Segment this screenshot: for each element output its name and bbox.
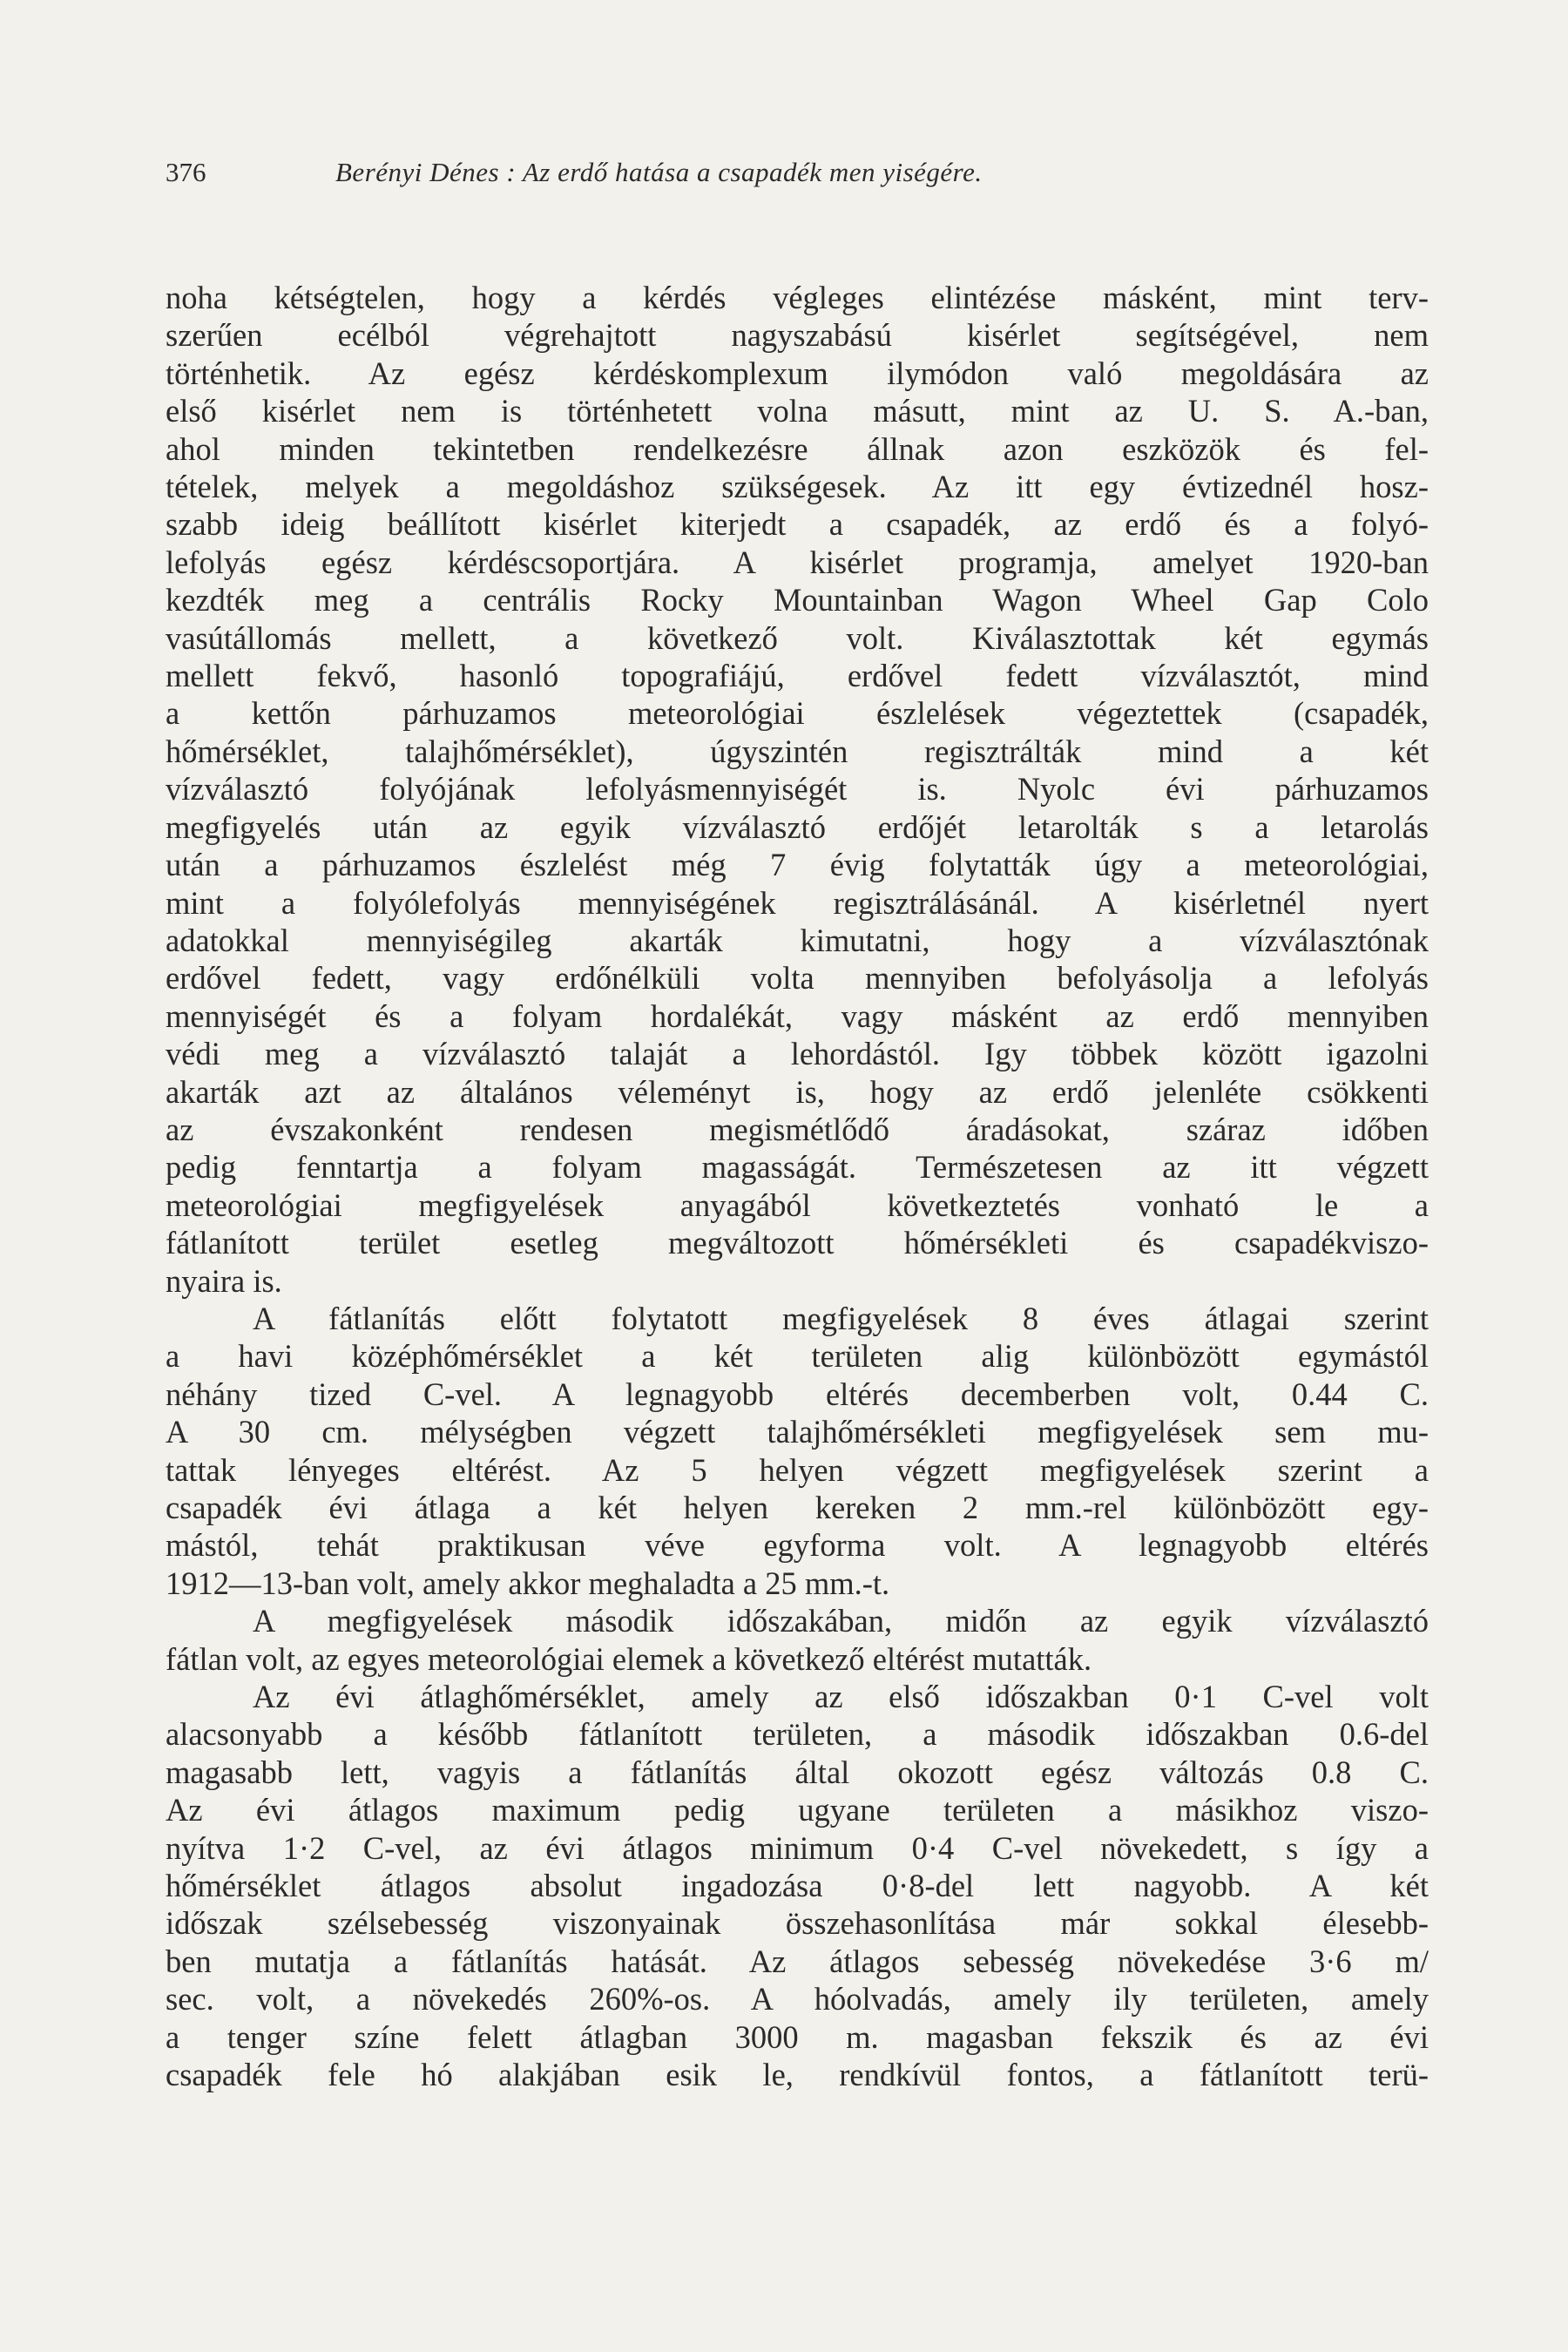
text-line: 1912—13-ban volt, amely akkor meghaladta a 25 mm.-t. — [166, 1565, 890, 1601]
text-line: mint a folyólefolyás mennyiségének regisztrálásánál. A kisérletnél nyert — [166, 884, 1429, 921]
text-line: védi meg a vízválasztó talaját a lehordástól. Igy többek között igazolni — [166, 1036, 1429, 1072]
text-line: Az évi átlaghőmérséklet, amely az első időszakban 0·1 C-vel volt — [253, 1679, 1429, 1715]
text-line: mellett fekvő, hasonló topografiájú, erdővel fedett vízválasztót, mind — [166, 658, 1429, 694]
text-line: alacsonyabb a később fátlanított területen, a második időszakban 0.6-del — [166, 1716, 1429, 1753]
text-line: kezdték meg a centrális Rocky Mountainban Wagon Wheel Gap Colo — [166, 582, 1429, 618]
text-line: mástól, tehát praktikusan véve egyforma volt. A legnagyobb eltérés — [166, 1527, 1429, 1564]
text-line: megfigyelés után az egyik vízválasztó erdőjét letarolták s a letarolás — [166, 808, 1429, 845]
text-line: magasabb lett, vagyis a fátlanítás által okozott egész változás 0.8 C. — [166, 1754, 1429, 1790]
text-line: ben mutatja a fátlanítás hatását. Az átlagos sebesség növekedése 3·6 m/ — [166, 1943, 1429, 1979]
text-line: tételek, melyek a megoldáshoz szükségesek. Az itt egy évtizednél hosz- — [166, 469, 1429, 505]
text-line: szabb ideig beállított kisérlet kiterjedt a csapadék, az erdő és a folyó- — [166, 506, 1429, 543]
text-line: nyaira is. — [166, 1262, 282, 1299]
running-title: Berényi Dénes : Az erdő hatása a csapadék men yiségére. — [335, 157, 983, 187]
text-line: A megfigyelések második időszakában, midőn az egyik vízválasztó — [253, 1603, 1429, 1639]
text-line: vízválasztó folyójának lefolyásmennyiségét is. Nyolc évi párhuzamos — [166, 771, 1429, 808]
text-line: adatokkal mennyiségileg akarták kimutatni, hogy a vízválasztónak — [166, 922, 1429, 958]
text-line: történhetik. Az egész kérdéskomplexum ilymódon való megoldására az — [166, 355, 1429, 391]
text-line: A fátlanítás előtt folytatott megfigyelések 8 éves átlagai szerint — [253, 1300, 1429, 1336]
body-text — [166, 279, 1429, 2094]
text-line: néhány tized C-vel. A legnagyobb eltérés decemberben volt, 0.44 C. — [166, 1375, 1429, 1412]
text-line: erdővel fedett, vagy erdőnélküli volta mennyiben befolyásolja a lefolyás — [166, 960, 1429, 997]
text-line: lefolyás egész kérdéscsoportjára. A kisérlet programja, amelyet 1920-ban — [166, 544, 1429, 580]
text-line: fátlanított terület esetleg megváltozott hőmérsékleti és csapadékviszo- — [166, 1225, 1429, 1261]
text-line: hőmérséklet, talajhőmérséklet), úgyszintén regisztrálták mind a két — [166, 733, 1429, 769]
text-line: a havi középhőmérséklet a két területen alig különbözött egymástól — [166, 1338, 1429, 1375]
text-line: szerűen ecélból végrehajtott nagyszabású kisérlet segítségével, nem — [166, 317, 1429, 354]
page-number: 376 — [166, 157, 206, 187]
text-line: időszak szélsebesség viszonyainak összehasonlítása már sokkal élesebb- — [166, 1905, 1429, 1942]
text-line: a tenger színe felett átlagban 3000 m. magasban fekszik és az évi — [166, 2018, 1429, 2055]
text-line: nyítva 1·2 C-vel, az évi átlagos minimum 0·4 C-vel növekedett, s így a — [166, 1829, 1429, 1866]
text-line: meteorológiai megfigyelések anyagából következtetés vonható le a — [166, 1186, 1429, 1223]
text-line: az évszakonként rendesen megismétlődő áradásokat, száraz időben — [166, 1111, 1429, 1147]
text-line: A 30 cm. mélységben végzett talajhőmérsékleti megfigyelések sem mu- — [166, 1414, 1429, 1450]
text-line: első kisérlet nem is történhetett volna másutt, mint az U. S. A.-ban, — [166, 393, 1429, 429]
text-line: fátlan volt, az egyes meteorológiai elemek a következő eltérést mutatták. — [166, 1640, 1092, 1677]
text-line: Az évi átlagos maximum pedig ugyane területen a másikhoz viszo- — [166, 1792, 1429, 1828]
text-line: tattak lényeges eltérést. Az 5 helyen végzett megfigyelések szerint a — [166, 1451, 1429, 1488]
text-line: után a párhuzamos észlelést még 7 évig folytatták úgy a meteorológiai, — [166, 847, 1429, 883]
text-line: pedig fenntartja a folyam magasságát. Természetesen az itt végzett — [166, 1149, 1429, 1186]
text-line: hőmérséklet átlagos absolut ingadozása 0·8-del lett nagyobb. A két — [166, 1868, 1429, 1904]
text-line: a kettőn párhuzamos meteorológiai észlelések végeztettek (csapadék, — [166, 695, 1429, 732]
text-line: vasútállomás mellett, a következő volt. Kiválasztottak két egymás — [166, 619, 1429, 656]
text-line: csapadék évi átlaga a két helyen kereken 2 mm.-rel különbözött egy- — [166, 1490, 1429, 1525]
text-line: mennyiségét és a folyam hordalékát, vagy másként az erdő mennyiben — [166, 997, 1429, 1034]
text-line: akarták azt az általános véleményt is, hogy az erdő jelenléte csökkenti — [166, 1073, 1429, 1110]
running-head — [166, 155, 1420, 190]
text-line: noha kétségtelen, hogy a kérdés végleges elintézése másként, mint terv- — [166, 280, 1429, 315]
text-line: csapadék fele hó alakjában esik le, rendkívül fontos, a fátlanított terü- — [166, 2057, 1429, 2093]
text-line: sec. volt, a növekedés 260%-os. A hóolvadás, amely ily területen, amely — [166, 1981, 1429, 2017]
text-line: ahol minden tekintetben rendelkezésre állnak azon eszközök és fel- — [166, 430, 1429, 467]
